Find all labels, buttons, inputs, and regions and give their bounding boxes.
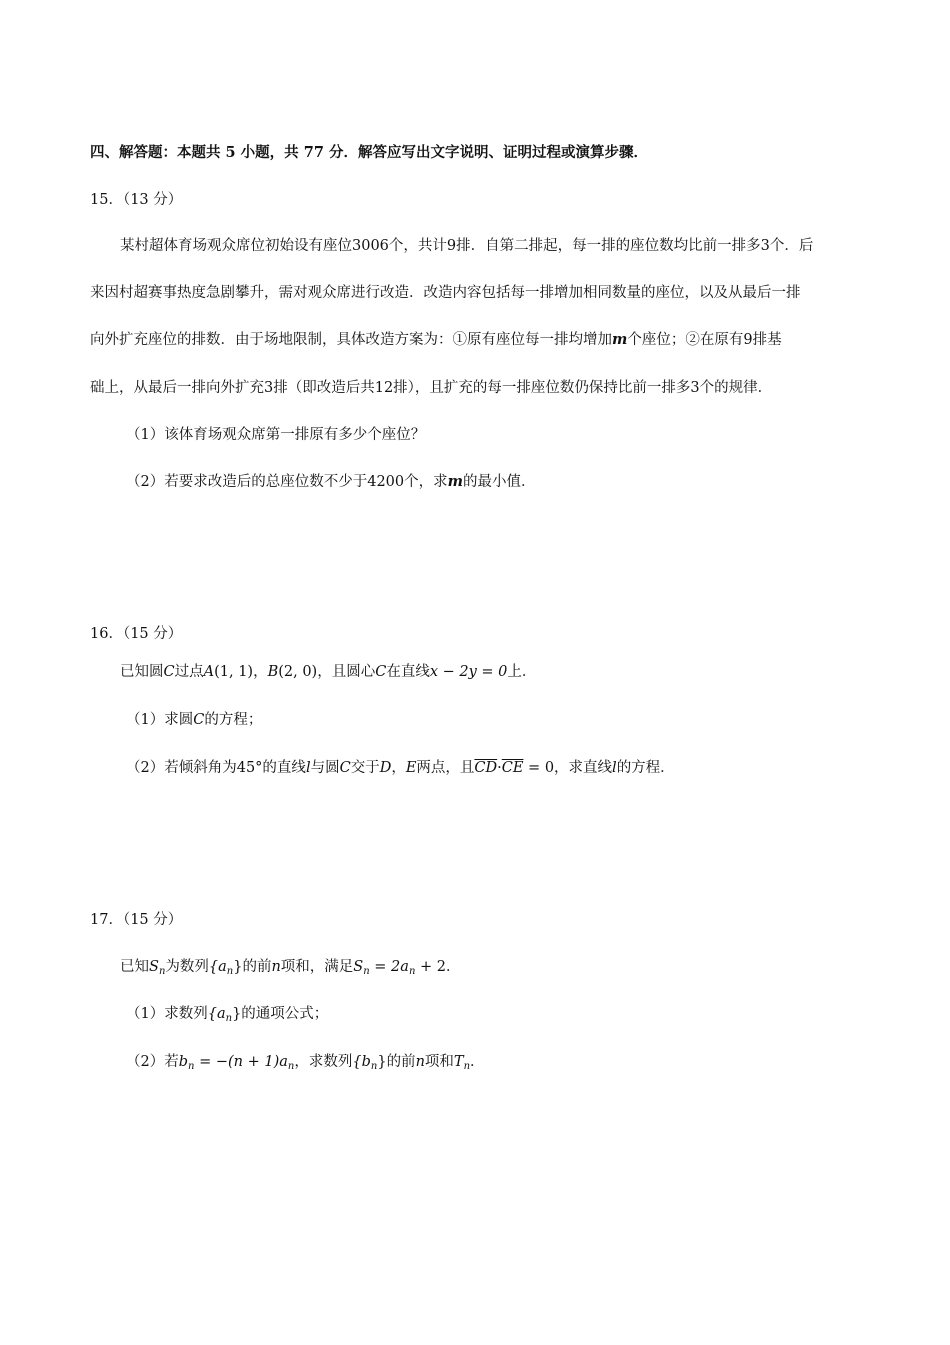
q17-var-S: S [149,959,159,975]
q15-part2a: （2）若要求改造后的总座位数不少于4200个，求 [126,474,448,490]
q17-var-b: b [178,1054,189,1070]
q15-stem-line2: 来因村超赛事热度急剧攀升，需对观众席进行改造．改造内容包括每一排增加相同数量的座位，以及从最后一排 [90,285,801,301]
q15-part1: （1）该体育场观众席第一排原有多少个座位？ [126,427,426,443]
q16-equals-zero: = 0 [523,760,555,776]
q16-part2-text: 两点，且 [416,760,475,776]
q17-part2-text: 项和 [424,1054,454,1070]
q15-stem-line1: 某村超体育场观众席位初始设有座位3006个，共计9排．自第二排起，每一排的座位数均比前一排多3个．后 [120,238,814,254]
q17-var-T: T [453,1054,464,1070]
q16-part2-text: 交于 [350,760,380,776]
q16-var-C: C [375,664,387,680]
q17-seq-a: {a [208,959,227,975]
q17-subscript: n [408,966,416,977]
q16-part2-text: ，求直线 [554,760,613,776]
q16-point-B: B [267,664,279,680]
q16-point-B-coords: (2, 0) [278,664,318,680]
section-heading: 四、解答题：本题共 5 小题，共 77 分．解答应写出文字说明、证明过程或演算步骤． [90,144,648,161]
q17-number: 17．（15 分） [90,912,183,928]
q16-var-l: l [612,760,617,776]
q15-part2b: 的最小值． [462,474,536,490]
q16-text: ，且圆心 [317,664,376,680]
q17-text: 项和，满足 [280,959,354,975]
q16-part2 [126,758,675,778]
q17-part2-text: ，求数列 [294,1054,353,1070]
q17-part1-text: 的通项公式； [241,1006,329,1022]
q17-part1-text: （1）求数列 [126,1006,208,1022]
q17-subscript: n [287,1061,295,1072]
q16-vector-CE: $\overline{CE}$ [501,760,524,776]
q17-equation: = −(n + 1)a [194,1054,288,1070]
q16-dot-product: · [497,760,502,776]
q17-part2-text: ． [470,1054,485,1070]
q16-point-A-coords: (1, 1) [214,664,254,680]
q15-number: 15．（13 分） [90,192,183,208]
q17-var-n: n [415,1054,425,1070]
q16-var-l: l [305,760,311,776]
q16-text: 上． [507,664,537,680]
q17-subscript: n [363,966,370,977]
q17-var-S: S [353,959,364,975]
q17-part2 [126,1052,485,1077]
q15-var-m: m [612,331,628,348]
q16-part2-text: 与圆 [310,760,340,776]
q16-part2-text: ， [391,760,406,776]
q17-seq-a: {a [207,1006,226,1022]
q16-line-equation: x − 2y = 0 [429,664,508,680]
q16-part1-text: （1）求圆 [126,712,194,728]
q16-part2-text: 的方程． [616,760,675,776]
q17-equation: = 2a [369,959,409,975]
q16-part2-text: （2）若倾斜角为45°的直线 [126,760,306,776]
q16-var-C: C [163,664,175,680]
q16-var-D: D [379,760,392,776]
q16-vector-CD: $\overline{CD}$ [474,760,498,776]
q16-var-C: C [339,760,351,776]
q16-var-C: C [193,712,205,728]
q16-part1-text: 的方程； [204,712,263,728]
q16-text: 已知圆 [120,664,164,680]
q17-brace: } [232,1006,242,1022]
q17-subscript: n [158,966,166,977]
q15-stem-line4: 础上，从最后一排向外扩充3排（即改造后共12排），且扩充的每一排座位数仍保持比前一排多3个的规律． [90,380,773,396]
q17-brace: } [233,959,243,975]
q17-text: 为数列 [165,959,209,975]
q16-text: 过点 [174,664,204,680]
q17-subscript: n [370,1061,378,1072]
q17-seq-b: {b [352,1054,371,1070]
q15-stem-line3a: 向外扩充座位的排数．由于场地限制，具体改造方案为：①原有座位每一排均增加 [90,332,612,348]
q16-part1 [126,710,262,730]
q17-subscript: n [463,1061,471,1072]
q17-var-n: n [271,959,281,975]
q15-part2 [126,472,535,492]
q15-stem-line3 [90,330,782,350]
q17-part2-text: （2）若 [126,1054,179,1070]
q16-text: 在直线 [386,664,430,680]
q17-subscript: n [225,1013,233,1024]
q17-part2-text: 的前 [386,1054,416,1070]
q17-brace: } [377,1054,387,1070]
q16-point-A: A [203,664,215,680]
q17-equation-end: + 2． [415,959,461,975]
q16-number: 16．（15 分） [90,626,183,642]
q17-subscript: n [226,966,234,977]
q17-subscript: n [188,1061,195,1072]
q16-stem [120,662,536,682]
q17-part1 [126,1004,328,1029]
q16-var-E: E [405,760,417,776]
q17-text: 已知 [120,959,149,975]
q16-text: ， [253,664,268,680]
q15-stem-line3b: 个座位；②在原有9排基 [627,332,782,348]
q17-text: 的前 [242,959,272,975]
q17-stem [120,957,460,982]
q15-part2-var-m: m [447,473,463,490]
